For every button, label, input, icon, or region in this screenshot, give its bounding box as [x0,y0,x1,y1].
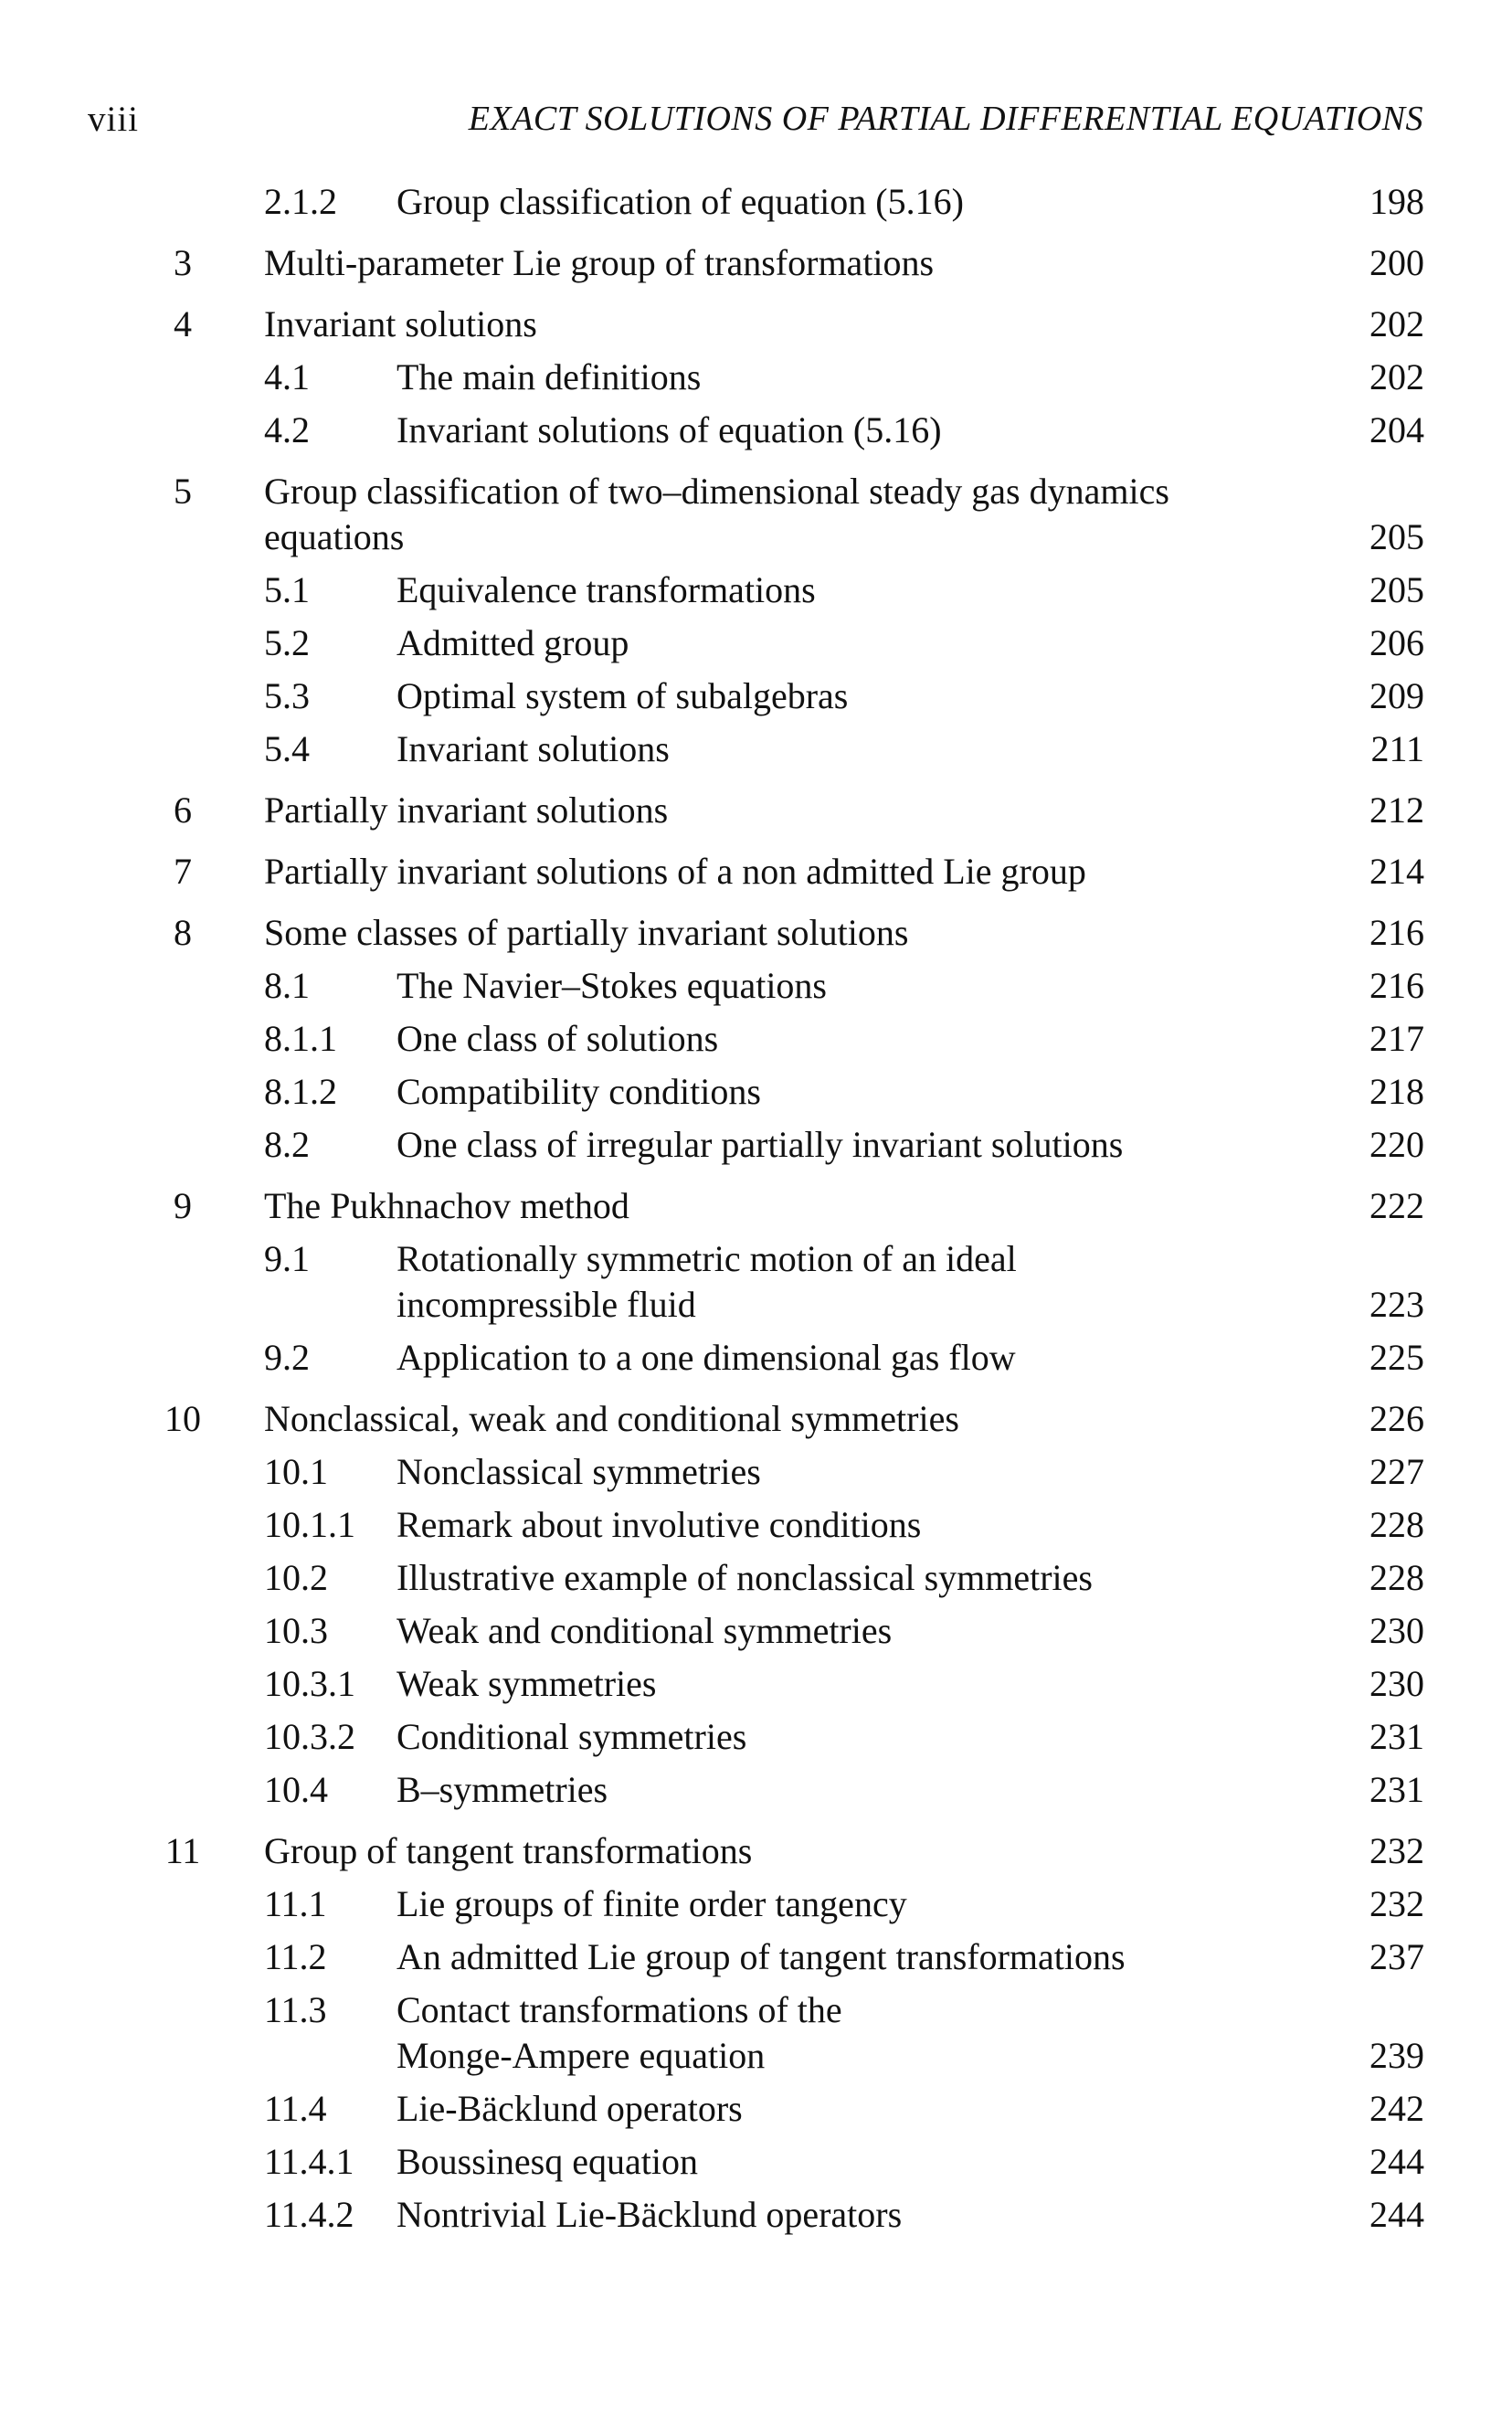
section-number: 5.2 [264,622,310,663]
entry-title-line: B–symmetries [397,1769,608,1810]
toc-chapter-entry [0,302,1512,347]
entry-title [264,240,1324,286]
toc-section-entry [0,1934,1512,1980]
section-number: 10.2 [264,1557,328,1598]
entry-title [397,620,1292,666]
entry-title-line: Nonclassical, weak and conditional symmetries [264,1398,959,1439]
section-number: 5.4 [264,728,310,769]
entry-title-line: Some classes of partially invariant solutions [264,912,909,953]
entry-title [397,179,1292,225]
entry-title [397,1122,1292,1168]
entry-title-line: Multi-parameter Lie group of transformations [264,242,935,283]
entry-title-line: Monge-Ampere equation [397,2035,766,2076]
page-number: 205 [1369,569,1424,610]
entry-title-line: Contact transformations of the [397,1989,842,2030]
entry-title [264,1396,1324,1442]
section-number: 8.2 [264,1124,310,1165]
entry-title [397,355,1292,400]
toc-section-entry [0,1449,1512,1495]
page-number: 242 [1369,2088,1424,2129]
page-number: 231 [1369,1769,1424,1810]
page-number: 205 [1369,516,1424,557]
page-number: 227 [1369,1451,1424,1492]
page-number: 211 [1370,728,1424,769]
entry-title-line: Optimal system of subalgebras [397,675,849,716]
entry-title-line: Weak symmetries [397,1663,657,1704]
toc-section-entry [0,1502,1512,1548]
entry-title [397,1016,1292,1062]
page-number: 198 [1369,181,1424,222]
page-number: 244 [1369,2194,1424,2235]
section-number: 5.3 [264,675,310,716]
entry-title-line: The Pukhnachov method [264,1185,629,1226]
entry-title [264,788,1324,833]
entry-title-line: Group classification of equation (5.16) [397,181,964,222]
page-number: 202 [1369,303,1424,344]
page-header [88,99,1423,144]
page-number: 231 [1369,1716,1424,1757]
entry-title-line: Lie groups of finite order tangency [397,1883,907,1924]
toc-section-entry [0,408,1512,453]
entry-title [397,1236,1292,1328]
entry-title [397,1449,1292,1495]
toc-section-entry [0,1236,1512,1328]
entry-title [397,1934,1292,1980]
entry-title-line: Boussinesq equation [397,2141,698,2182]
entry-title [397,1608,1292,1654]
toc-section-entry [0,726,1512,772]
page-number: 200 [1369,242,1424,283]
entry-title-line: Remark about involutive conditions [397,1504,922,1545]
running-title: EXACT SOLUTIONS OF PARTIAL DIFFERENTIAL EQUATIONS [468,100,1423,138]
section-number: 10.1.1 [264,1504,355,1545]
entry-title [397,1714,1292,1760]
entry-title-line: Partially invariant solutions [264,789,669,831]
entry-title-line: The main definitions [397,356,702,397]
folio: viii [88,100,140,139]
entry-title-line: Weak and conditional symmetries [397,1610,893,1651]
page-number: 237 [1369,1936,1424,1977]
toc-section-entry [0,1335,1512,1381]
section-number: 11.4.2 [264,2194,354,2235]
toc-section-entry [0,1555,1512,1601]
toc-section-entry [0,2192,1512,2238]
entry-title [264,1828,1324,1874]
page-number: 223 [1369,1284,1424,1325]
section-number: 4.1 [264,356,310,397]
entry-title [264,849,1324,895]
page-number: 225 [1369,1337,1424,1378]
toc-section-entry [0,1608,1512,1654]
entry-title-line: Group classification of two–dimensional steady gas dynamics [264,471,1169,512]
page-number: 212 [1369,789,1424,831]
section-number: 9.1 [264,1238,310,1279]
toc-chapter-entry [0,1828,1512,1874]
toc-section-entry [0,2139,1512,2185]
section-number: 5.1 [264,569,310,610]
page-number: 222 [1369,1185,1424,1226]
entry-title-line: Partially invariant solutions of a non admitted Lie group [264,851,1086,892]
page-number: 232 [1369,1883,1424,1924]
section-number: 8.1 [264,965,310,1006]
section-number: 11.4.1 [264,2141,354,2182]
toc-section-entry [0,1016,1512,1062]
chapter-number: 8 [174,912,192,953]
toc-chapter-entry [0,1396,1512,1442]
chapter-number: 4 [174,303,192,344]
section-number: 4.2 [264,409,310,450]
section-number: 11.4 [264,2088,327,2129]
section-number: 10.4 [264,1769,328,1810]
entry-title [397,673,1292,719]
entry-title [397,1069,1292,1115]
entry-title-line: An admitted Lie group of tangent transformations [397,1936,1126,1977]
entry-title [397,1555,1292,1601]
page-number: 209 [1369,675,1424,716]
page-number: 228 [1369,1557,1424,1598]
page-number: 239 [1369,2035,1424,2076]
toc-section-entry [0,963,1512,1009]
toc-section-entry [0,1661,1512,1707]
entry-title [397,1502,1292,1548]
section-number: 8.1.2 [264,1071,337,1112]
entry-title-line: Invariant solutions [264,303,537,344]
entry-title-line: Conditional symmetries [397,1716,747,1757]
chapter-number: 6 [174,789,192,831]
page-number: 216 [1369,912,1424,953]
entry-title [397,1881,1292,1927]
entry-title-line: Compatibility conditions [397,1071,761,1112]
table-of-contents [0,179,1512,2238]
toc-chapter-entry [0,1183,1512,1229]
page-number: 204 [1369,409,1424,450]
toc-section-entry [0,1069,1512,1115]
toc-section-entry [0,355,1512,400]
entry-title-line: Application to a one dimensional gas flow [397,1337,1016,1378]
entry-title-line: One class of solutions [397,1018,719,1059]
toc-chapter-entry [0,910,1512,956]
toc-chapter-entry [0,240,1512,286]
section-number: 9.2 [264,1337,310,1378]
section-number: 11.1 [264,1883,327,1924]
page-number: 202 [1369,356,1424,397]
entry-title-line: Admitted group [397,622,629,663]
chapter-number: 11 [164,1830,201,1871]
entry-title-line: Illustrative example of nonclassical symmetries [397,1557,1093,1598]
entry-title [264,302,1324,347]
entry-title [397,2192,1292,2238]
entry-title [264,910,1324,956]
page-number: 217 [1369,1018,1424,1059]
page-number: 230 [1369,1663,1424,1704]
entry-title [397,1987,1292,2079]
entry-title [397,408,1292,453]
entry-title-line: Lie-Bäcklund operators [397,2088,743,2129]
entry-title [397,726,1292,772]
chapter-number: 5 [174,471,192,512]
toc-section-entry [0,1881,1512,1927]
toc-chapter-entry [0,849,1512,895]
toc-section-entry [0,179,1512,225]
entry-title [397,2139,1292,2185]
chapter-number: 10 [164,1398,201,1439]
entry-title [397,567,1292,613]
page-number: 244 [1369,2141,1424,2182]
page-number: 228 [1369,1504,1424,1545]
page-number: 216 [1369,965,1424,1006]
entry-title-line: The Navier–Stokes equations [397,965,827,1006]
entry-title [397,1661,1292,1707]
toc-section-entry [0,1767,1512,1813]
section-number: 10.3.2 [264,1716,355,1757]
toc-section-entry [0,1987,1512,2079]
entry-title [264,469,1324,560]
entry-title [397,2086,1292,2132]
toc-section-entry [0,2086,1512,2132]
toc-section-entry [0,1714,1512,1760]
entry-title-line: One class of irregular partially invariant solutions [397,1124,1124,1165]
section-number: 8.1.1 [264,1018,337,1059]
page-number: 218 [1369,1071,1424,1112]
entry-title-line: Nontrivial Lie-Bäcklund operators [397,2194,903,2235]
section-number: 10.3.1 [264,1663,355,1704]
entry-title-line: Equivalence transformations [397,569,816,610]
toc-chapter-entry [0,469,1512,560]
section-number: 10.3 [264,1610,328,1651]
page-number: 232 [1369,1830,1424,1871]
page-number: 220 [1369,1124,1424,1165]
page-number: 230 [1369,1610,1424,1651]
page-number: 214 [1369,851,1424,892]
entry-title [397,963,1292,1009]
entry-title-line: Invariant solutions of equation (5.16) [397,409,942,450]
entry-title-line: Nonclassical symmetries [397,1451,761,1492]
page-number: 206 [1369,622,1424,663]
entry-title [264,1183,1324,1229]
page-number: 226 [1369,1398,1424,1439]
section-number: 10.1 [264,1451,328,1492]
toc-section-entry [0,673,1512,719]
chapter-number: 3 [174,242,192,283]
entry-title-line: Rotationally symmetric motion of an ideal [397,1238,1017,1279]
entry-title-line: Invariant solutions [397,728,670,769]
section-number: 11.3 [264,1989,327,2030]
section-number: 2.1.2 [264,181,337,222]
entry-title [397,1335,1292,1381]
toc-section-entry [0,620,1512,666]
entry-title-line: incompressible fluid [397,1284,696,1325]
entry-title-line: equations [264,516,405,557]
toc-section-entry [0,567,1512,613]
section-number: 11.2 [264,1936,327,1977]
toc-section-entry [0,1122,1512,1168]
entry-title-line: Group of tangent transformations [264,1830,753,1871]
chapter-number: 7 [174,851,192,892]
toc-chapter-entry [0,788,1512,833]
chapter-number: 9 [174,1185,192,1226]
entry-title [397,1767,1292,1813]
